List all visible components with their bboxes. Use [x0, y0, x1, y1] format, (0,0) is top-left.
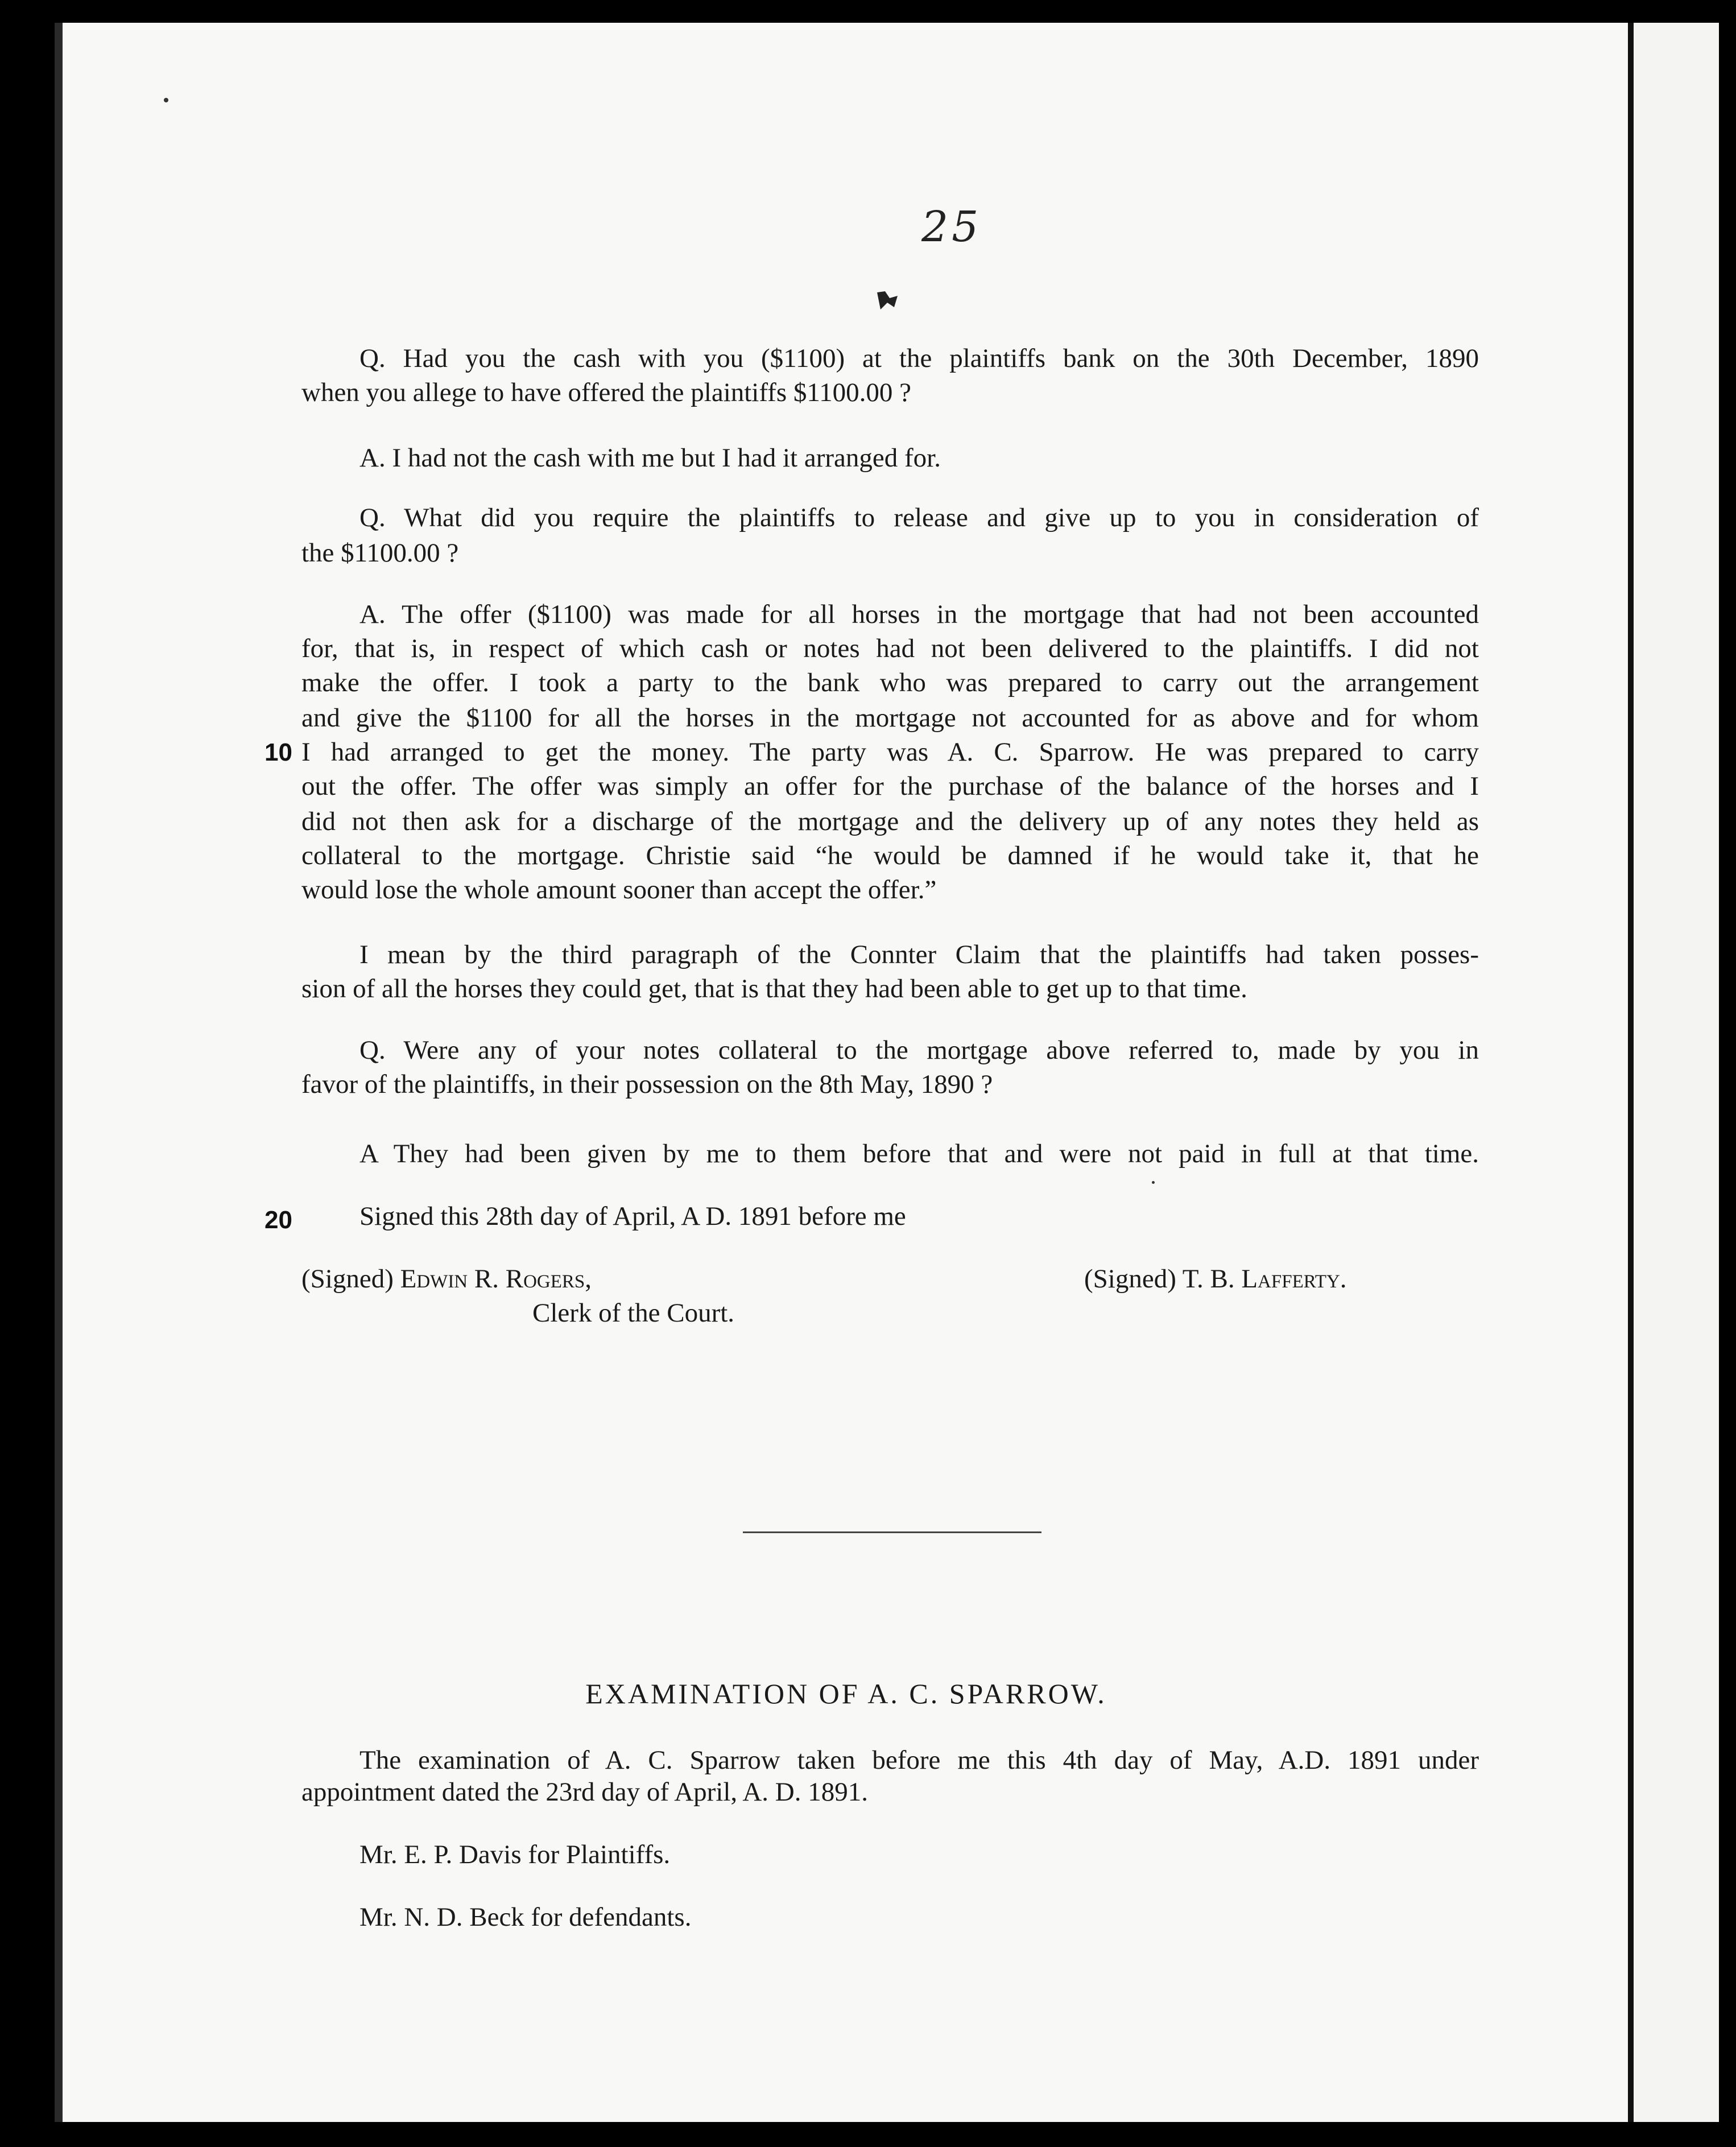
text-line: for, that is, in respect of which cash or notes had not been delivered to the plaintiffs. I did not: [301, 634, 1479, 663]
text-line: Q. What did you require the plaintiffs to release and give up to you in consideration of: [359, 503, 1479, 532]
page-number: 25: [921, 203, 982, 251]
signer-name: T. B. Lafferty.: [1182, 1264, 1347, 1294]
signature-prefix: (Signed): [301, 1264, 394, 1294]
text-line: would lose the whole amount sooner than accept the offer.”: [301, 875, 937, 905]
signer-title-text: Clerk of the Court.: [532, 1298, 735, 1328]
speck: [1152, 1181, 1155, 1184]
text-line: I had arranged to get the money. The party was A. C. Sparrow. He was prepared to carry: [301, 737, 1479, 767]
document-page: [55, 23, 1630, 2122]
text-line: A. The offer ($1100) was made for all horses in the mortgage that had not been accounted: [359, 600, 1479, 629]
ink-mark-icon: [875, 288, 900, 313]
text-line: collateral to the mortgage. Christie said “he would be damned if he would take it, that he: [301, 841, 1479, 870]
text-line: Signed this 28th day of April, A D. 1891 before me: [359, 1202, 906, 1231]
text-line: and give the $1100 for all the horses in the mortgage not accounted for as above and for whom: [301, 703, 1479, 733]
line-number-20: 20: [264, 1206, 292, 1234]
line-number-10: 10: [264, 738, 292, 766]
counsel-line: Mr. N. D. Beck for defendants.: [359, 1902, 692, 1932]
text-line: The examination of A. C. Sparrow taken before me this 4th day of May, A.D. 1891 under: [359, 1745, 1479, 1775]
signature-right: [1084, 1262, 1347, 1296]
signer-name: Edwin R. Rogers,: [400, 1264, 592, 1294]
text-line: sion of all the horses they could get, that is that they had been able to get up to that time.: [301, 974, 1247, 1004]
signer-title: [532, 1296, 734, 1330]
text-line: A They had been given by me to them before that and were not paid in full at that time.: [359, 1139, 1479, 1169]
speck: [164, 98, 168, 102]
text-line: Q. Had you the cash with you ($1100) at the plaintiffs bank on the 30th December, 1890: [359, 344, 1479, 373]
counsel-line: Mr. E. P. Davis for Plaintiffs.: [359, 1840, 671, 1869]
signature-left: [301, 1262, 592, 1296]
text-line: Q. Were any of your notes collateral to the mortgage above referred to, made by you in: [359, 1035, 1479, 1065]
text-line: when you allege to have offered the plaintiffs $1100.00 ?: [301, 378, 911, 407]
text-line: A. I had not the cash with me but I had it arranged for.: [359, 443, 941, 473]
signature-prefix: (Signed): [1084, 1264, 1176, 1294]
text-line: did not then ask for a discharge of the mortgage and the delivery up of any notes they held as: [301, 807, 1479, 836]
text-line: I mean by the third paragraph of the Connter Claim that the plaintiffs had taken posses-: [359, 940, 1479, 969]
section-heading: EXAMINATION OF A. C. SPARROW.: [585, 1678, 1107, 1710]
text-line: appointment dated the 23rd day of April, A. D. 1891.: [301, 1777, 868, 1807]
text-line: the $1100.00 ?: [301, 538, 459, 568]
divider: [743, 1531, 1041, 1533]
text-line: favor of the plaintiffs, in their possession on the 8th May, 1890 ?: [301, 1070, 993, 1099]
text-line: make the offer. I took a party to the bank who was prepared to carry out the arrangement: [301, 668, 1479, 697]
adjacent-page-edge: [1628, 23, 1719, 2122]
text-line: out the offer. The offer was simply an offer for the purchase of the balance of the horses and I: [301, 771, 1479, 801]
